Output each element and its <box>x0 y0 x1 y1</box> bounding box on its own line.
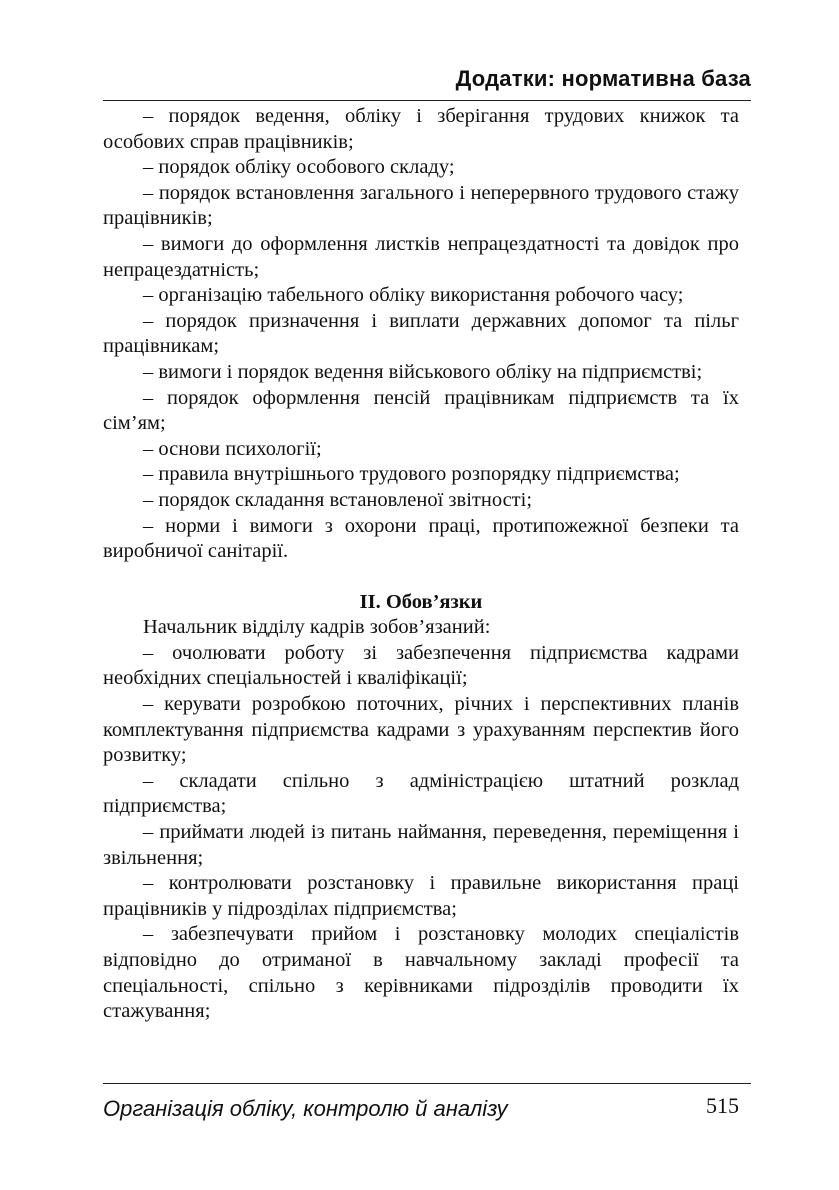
list-item: – порядок оформлення пенсій працівникам підприємств та їх сім’ям; <box>103 386 739 435</box>
list-item: – норми і вимоги з охорони праці, протипожежної безпеки та виробничої санітарії. <box>103 514 739 563</box>
intro-paragraph: Начальник відділу кадрів зобов’язаний: <box>143 616 491 639</box>
duty-item: – керувати розробкою поточних, річних і перспективних планів комплектування підприємства кадрами з урахуванням перспектив його розвитку; <box>103 693 739 767</box>
section-spacer <box>103 565 739 590</box>
list-item: – порядок обліку особового складу; <box>143 156 455 179</box>
duty-item: – приймати людей із питань наймання, переведення, переміщення і звільнення; <box>103 821 739 869</box>
page-number: 515 <box>706 1093 739 1118</box>
list-item: – порядок складання встановленої звітності; <box>143 488 533 511</box>
page-body <box>103 104 739 1025</box>
list-item: – вимоги і порядок ведення військового обліку на підприємстві; <box>143 360 703 383</box>
duty-item: – забезпечувати прийом і розстановку молодих спеціалістів відповідно до отриманої в навчальному закладі професії та спеціальності, спільно з керівниками підрозділів проводити їх стажування; <box>103 923 739 1023</box>
list-item: – організацію табельного обліку використання робочого часу; <box>143 284 684 307</box>
list-item: – основи психології; <box>143 437 322 460</box>
duty-item: – складати спільно з адміністрацією штатний розклад підприємства; <box>103 769 739 818</box>
duty-item: – контролювати розстановку і правильне використання праці працівників у підрозділах підприємства; <box>103 872 739 920</box>
footer-book-title: Організація обліку, контролю й аналізу <box>103 1096 508 1121</box>
header-rule <box>103 100 751 101</box>
list-item: – порядок ведення, обліку і зберігання трудових книжок та особових справ працівників; <box>103 105 739 153</box>
list-item: – правила внутрішнього трудового розпорядку підприємства; <box>143 463 680 486</box>
section-heading: ІІ. Обов’язки <box>359 590 483 613</box>
list-item: – порядок встановлення загального і неперервного трудового стажу працівників; <box>103 181 739 230</box>
list-item: – вимоги до оформлення листків непрацездатності та довідок про непрацездатність; <box>103 232 739 281</box>
list-item: – порядок призначення і виплати державних допомог та пільг працівникам; <box>103 309 739 358</box>
running-header: Додатки: нормативна база <box>455 66 751 91</box>
footer-rule <box>103 1083 751 1084</box>
duty-item: – очолювати роботу зі забезпечення підприємства кадрами необхідних спеціальностей і кваліфікації; <box>103 641 739 690</box>
